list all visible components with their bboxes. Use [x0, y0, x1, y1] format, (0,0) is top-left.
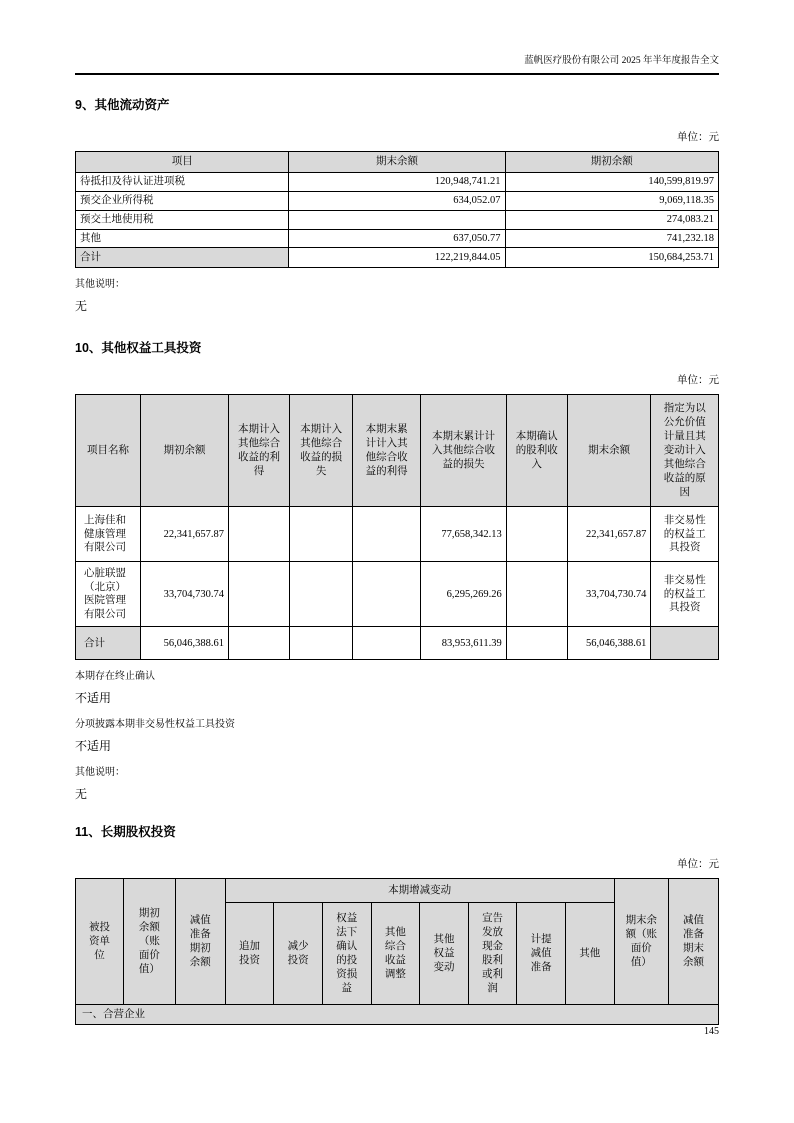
- table-cell: 预交土地使用税: [76, 210, 289, 229]
- table-cell: [353, 507, 421, 562]
- table-cell: [506, 627, 567, 660]
- table-cell: [229, 507, 290, 562]
- table-cell: [229, 562, 290, 627]
- category-row: [76, 1005, 719, 1025]
- column-header: 项目名称: [76, 395, 141, 507]
- total-row: [76, 627, 719, 660]
- table-cell: [506, 562, 567, 627]
- table-cell: 预交企业所得税: [76, 191, 289, 210]
- table-cell: 9,069,118.35: [505, 191, 718, 210]
- column-header: 权益法下确认的投资损益: [322, 903, 371, 1005]
- table-cell: 合计: [76, 627, 141, 660]
- table-row: [76, 507, 719, 562]
- column-header: 指定为以公允价值计量且其变动计入其他综合收益的原因: [651, 395, 719, 507]
- table-row: [76, 191, 719, 210]
- column-header: 本期确认的股利收入: [506, 395, 567, 507]
- column-header: 计提减值准备: [517, 903, 566, 1005]
- column-header: 其他: [565, 903, 614, 1005]
- section10-unit-label: 单位：元: [677, 375, 719, 387]
- column-header: 期末余额: [567, 395, 651, 507]
- table-row: [76, 173, 719, 192]
- table-cell: [353, 562, 421, 627]
- header-divider: [75, 73, 719, 75]
- table-cell: 非交易性的权益工具投资: [651, 507, 719, 562]
- page-number: 145: [704, 1026, 719, 1037]
- column-header: 减值准备期初余额: [175, 879, 225, 1005]
- table-row: [76, 210, 719, 229]
- table-row: [76, 229, 719, 248]
- table-cell: 上海佳和健康管理有限公司: [76, 507, 141, 562]
- long-term-equity-investment-table: [75, 878, 719, 1025]
- table-cell: 637,050.77: [289, 229, 505, 248]
- table-cell: 其他: [76, 229, 289, 248]
- table-cell: 741,232.18: [505, 229, 718, 248]
- table-row: [76, 562, 719, 627]
- table-cell: [353, 627, 421, 660]
- column-header: 期末余额: [289, 152, 505, 173]
- table-cell: 心脏联盟（北京）医院管理有限公司: [76, 562, 141, 627]
- column-header: 本期计入其他综合收益的利得: [229, 395, 290, 507]
- table-cell: 56,046,388.61: [140, 627, 228, 660]
- section9-unit-label: 单位：元: [677, 132, 719, 143]
- table-cell: 634,052.07: [289, 191, 505, 210]
- group-column-header: 本期增减变动: [225, 879, 614, 903]
- column-header: 减少投资: [274, 903, 323, 1005]
- column-header: 期初余额: [140, 395, 228, 507]
- table-cell: [290, 562, 353, 627]
- table-cell: 56,046,388.61: [567, 627, 651, 660]
- table-cell: 6,295,269.26: [421, 562, 507, 627]
- column-header: 本期末累计计入其他综合收益的利得: [353, 395, 421, 507]
- table-cell: 22,341,657.87: [567, 507, 651, 562]
- table-cell: [290, 507, 353, 562]
- table-cell: 150,684,253.71: [505, 248, 718, 268]
- other-equity-investments-table: [75, 394, 719, 660]
- table-cell: [229, 627, 290, 660]
- column-header: 追加投资: [225, 903, 274, 1005]
- disclosure-note-value: 不适用: [75, 739, 112, 754]
- table-cell: [290, 627, 353, 660]
- table-cell: [651, 627, 719, 660]
- disclosure-note-label: 分项披露本期非交易性权益工具投资: [75, 719, 235, 731]
- table-cell: [506, 507, 567, 562]
- derecognition-note-label: 本期存在终止确认: [75, 671, 155, 683]
- section11-unit-label: 单位：元: [677, 859, 719, 871]
- column-header: 期末余额（账面价值）: [614, 879, 668, 1005]
- column-header: 项目: [76, 152, 289, 173]
- column-header: 其他综合收益调整: [371, 903, 420, 1005]
- other-note-label: 其他说明：: [75, 767, 125, 779]
- table-cell: 77,658,342.13: [421, 507, 507, 562]
- table-cell: 非交易性的权益工具投资: [651, 562, 719, 627]
- section10-title: 10、其他权益工具投资: [75, 341, 202, 356]
- category-row-label: 一、合营企业: [76, 1005, 719, 1025]
- table-cell: 合计: [76, 248, 289, 268]
- column-header: 期初余额（账面价值）: [123, 879, 175, 1005]
- table-cell: 122,219,844.05: [289, 248, 505, 268]
- table-cell: 274,083.21: [505, 210, 718, 229]
- column-header: 本期末累计计入其他综合收益的损失: [421, 395, 507, 507]
- table-cell: 22,341,657.87: [140, 507, 228, 562]
- table-cell: 33,704,730.74: [140, 562, 228, 627]
- other-note-value: 无: [75, 299, 88, 314]
- column-header: 减值准备期末余额: [669, 879, 719, 1005]
- section11-title: 11、长期股权投资: [75, 825, 176, 840]
- total-row: [76, 248, 719, 268]
- table-cell: 83,953,611.39: [421, 627, 507, 660]
- derecognition-note-value: 不适用: [75, 691, 112, 706]
- column-header: 本期计入其他综合收益的损失: [290, 395, 353, 507]
- column-header: 其他权益变动: [420, 903, 469, 1005]
- other-note-value: 无: [75, 787, 88, 802]
- table-cell: [289, 210, 505, 229]
- table-cell: 120,948,741.21: [289, 173, 505, 192]
- table-cell: 33,704,730.74: [567, 562, 651, 627]
- table-cell: 待抵扣及待认证进项税: [76, 173, 289, 192]
- column-header: 宣告发放现金股利或利润: [468, 903, 517, 1005]
- section9-title: 9、其他流动资产: [75, 98, 170, 112]
- other-current-assets-table: [75, 151, 719, 268]
- column-header: 被投资单位: [76, 879, 124, 1005]
- column-header: 期初余额: [505, 152, 718, 173]
- table-cell: 140,599,819.97: [505, 173, 718, 192]
- other-note-label: 其他说明：: [75, 279, 125, 291]
- report-header-title: 蓝帆医疗股份有限公司 2025 年半年度报告全文: [524, 56, 719, 66]
